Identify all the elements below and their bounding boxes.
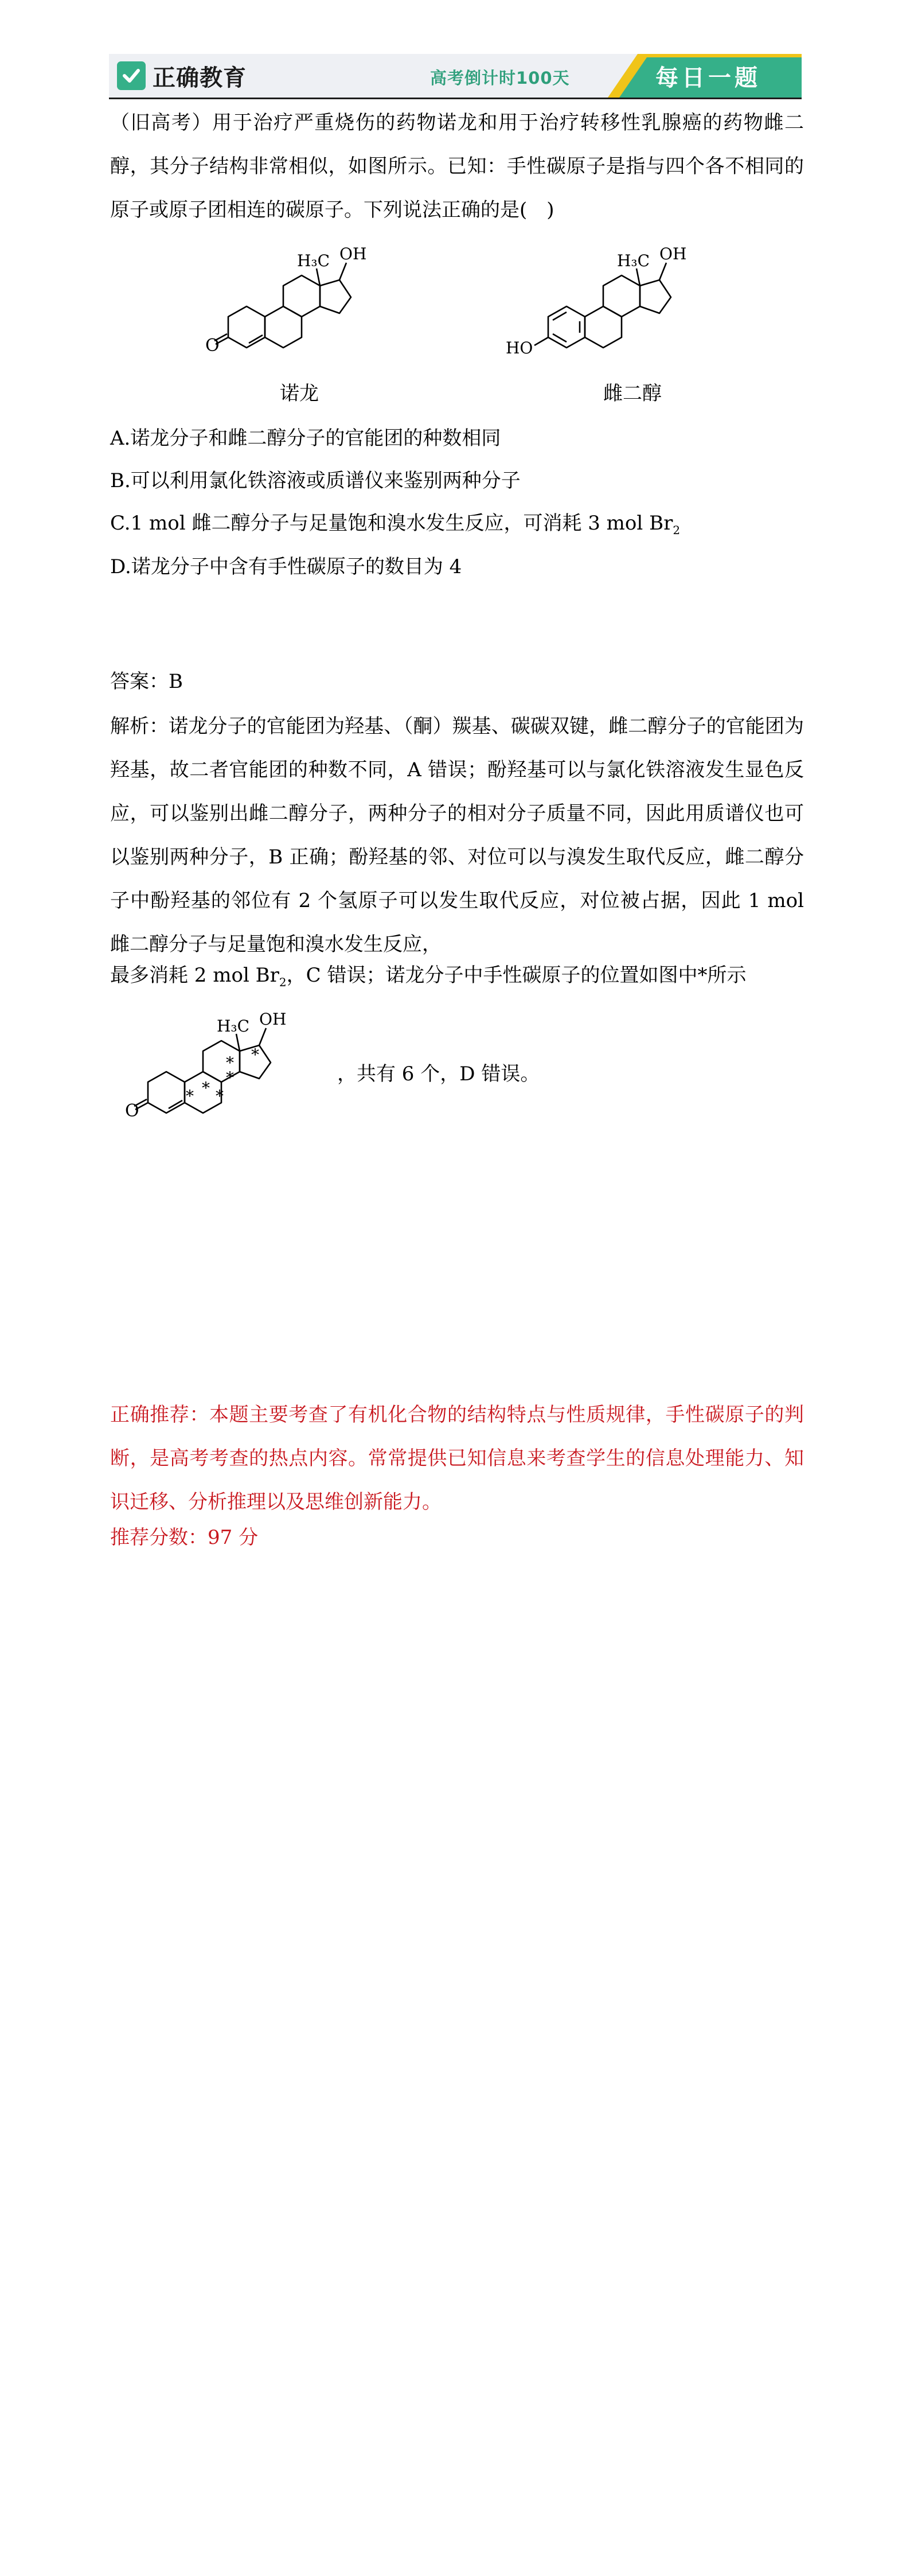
nandrolone-name: 诺龙 — [280, 382, 319, 405]
methyl-label: H₃C — [297, 251, 330, 270]
methyl-label: H₃C — [217, 1017, 250, 1036]
recommendation-text: 正确推荐：本题主要考查了有机化合物的结构特点与性质规律，手性碳原子的判断，是高考考查的热点内容。常常提供已知信息来考查学生的信息处理能力、知识迁移、分析推理以及思维创新能力。 — [110, 1403, 804, 1513]
option-c: C.1 mol 雌二醇分子与足量饱和溴水发生反应，可消耗 3 mol $Br_2$ — [110, 512, 681, 537]
estradiol-structure — [499, 229, 728, 402]
figure-tail-text: ，共有 6 个，D 错误。 — [337, 1063, 540, 1085]
question-stem: （旧高考）用于治疗严重烧伤的药物诺龙和用于治疗转移性乳腺癌的药物雌二醇，其分子结构非常相似，如图所示。已知：手性碳原子是指与四个各不相同的原子或原子团相连的碳原子。下列说法正确的是( ) — [110, 111, 804, 221]
daily-question-title: 每日一题 — [655, 65, 761, 91]
methyl-label: H₃C — [617, 251, 650, 270]
oxygen-label: O — [125, 1101, 139, 1121]
hydroxy-label: HO — [506, 338, 533, 357]
recommendation-score: 推荐分数：97 分 — [110, 1526, 259, 1549]
nandrolone-structure — [189, 229, 407, 402]
option-a: A.诺龙分子和雌二醇分子的官能团的种数相同 — [110, 427, 501, 450]
chiral-carbon-structure — [109, 993, 338, 1165]
chiral-star: * — [216, 1087, 224, 1106]
chiral-star: * — [186, 1087, 194, 1106]
brand-name: 正确教育 — [153, 64, 247, 91]
chiral-star: * — [251, 1045, 259, 1064]
checkmark-icon — [117, 61, 146, 90]
option-b: B.可以利用氯化铁溶液或质谱仪来鉴别两种分子 — [110, 469, 521, 492]
chiral-star: * — [202, 1079, 210, 1098]
chiral-star: * — [226, 1053, 234, 1072]
analysis-text: 解析：诺龙分子的官能团为羟基、（酮）羰基、碳碳双键，雌二醇分子的官能团为羟基，故二者官能团的种数不同，A 错误；酚羟基可以与氯化铁溶液发生显色反应，可以鉴别出雌二醇分子，两种分子的相对分子质量不同，因此用质谱仪也可以鉴别两种分子，B 正确；酚羟基的邻、对位可以与溴发生取代反应，雌二醇分子中酚羟基的邻位有 2 个氢原子可以发生取代反应，对位被占据，因此 1 mol 雌二醇分子与足量饱和溴水发生反应， — [110, 715, 804, 956]
brand-logo — [117, 61, 247, 91]
oxygen-label: O — [205, 336, 220, 356]
estradiol-name: 雌二醇 — [603, 382, 662, 405]
chiral-star: * — [226, 1068, 234, 1087]
option-d: D.诺龙分子中含有手性碳原子的数目为 4 — [110, 555, 462, 578]
answer-label: 答案：B — [110, 670, 183, 693]
countdown-text: 高考倒计时100天 — [430, 68, 570, 88]
hydroxyl-label: OH — [659, 244, 687, 263]
analysis-last-line: 最多消耗 2 mol $Br_2$，C 错误；诺龙分子中手性碳原子的位置如图中*所示 — [110, 964, 747, 989]
hydroxyl-label: OH — [339, 244, 367, 263]
hydroxyl-label: OH — [259, 1010, 287, 1029]
